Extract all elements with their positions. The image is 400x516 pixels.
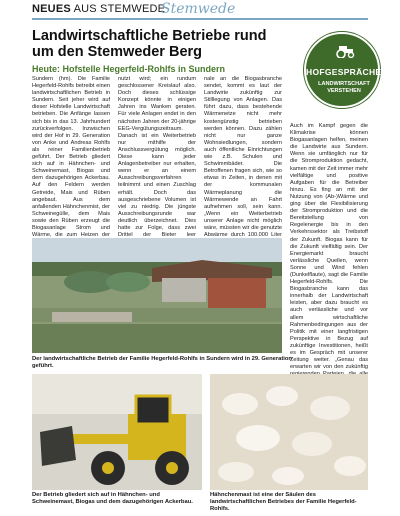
section-title-bold: NEUES — [32, 3, 71, 15]
section-title — [32, 3, 165, 15]
article-column-2: nutzt wird; ein rundum geschlossener Kreislauf also. Doch dieses schlüssige Konzept könnte in einigen Jahren ins Wanken geraten. Für viele Anlagen endet in den nächsten Jahren der 20-jährige EEG-Vergütungszeitraum. Danach ist ein Weiterbetrieb nur mithilfe der Anschlussvergütung möglich. Diese kann jeder Anlagenbetreiber nur erhalten, wenn er an einem Ausschreibungsverfahren teilnimmt und einen Zuschlag erhält. Doch das ausgeschriebene Volumen ist viel zu niedrig. Die jüngste Ausschreibungsrunde war deutlich überzeichnet. Dies hatte zur Folge, dass zwei Drittel der Bieter leer — [118, 76, 196, 239]
article-column-4: Auch im Kampf gegen die Klimakrise können Biogasanlagen helfen, meinen die Landwirte aus Sundern. Wenn sie umfänglich nur für die Stromproduktion gedacht, kamen mit der Zeit immer mehr vielfältige und positive Aufgaben für die Betreiber hinzu. Es fing an mit der Nutzung von (Ab-)Wärme und ging über die Flexibilisierung der Stromproduktion und die Bereitstellung von Regelenergie bis in den Verkehrssektor als Treibstoff der Zukunft. Biogas kann für die Zukunft vielfältig sein. Der Energiemarkt braucht verlässliche Quellen, wenn Sonne und Wind fehlen (Dunkelflaute), sagt die Familie Hegerfeld-Rohlfs. Die Biogasbranche kann das innerhalb der Landwirtschaft leisten, aber dazu braucht es auch verlässliche und vor allem wirtschaftliche Rahmenbedingungen aus der Politik mit einer langfristigen Perspektive in Bezug auf zukünftige Investitionen, heißt es im Gespräch mit unserer Zeitung weiter. „Genau das erwarten wir von den zukünftig — [290, 123, 368, 371]
tractor-icon — [332, 44, 356, 58]
article-column-1: Sundern (hm). Die Familie Hegerfeld-Rohlfs betreibt einen landwirtschaftlichen Betrieb in Sundern. Seit jeher wird auf dieser Hofstelle Landwirtschaft betrieben. Die Anfänge lassen sich bis in das 13. Jahrhundert zurückverfolgen. Inzwischen wird der Hof in 29. Generation von Anke und Andreas Rohlfs als reiner Familienbetrieb geführt. Der Betrieb gliedert sich auf in Hähnchen- und Schweinemast, Biogas und dem dazugehörigen Ackerbau. Auf den Feldern werden Getreide, Mais und Rüben angebaut. Aus dem anfallenden Hähnchenmist, der Schweinegülle, dem Mais sowie den Rüben erzeugt die Biogasanlage Strom und Wärme, die zum Heizen der — [32, 76, 110, 239]
photo-caption-chickens: Hähnchenmast ist eine der Säulen des landwirtschaftlichen Betriebes der Familie Hegerfeld-Rohlfs. — [210, 492, 357, 513]
photo-caption-main: Der landwirtschaftliche Betrieb der Familie Hegerfeld-Rohlfs in Sundern wird in 29. Generation geführt. — [32, 356, 292, 370]
article-subhead: Heute: Hofstelle Hegerfeld-Rohlfs in Sundern — [32, 64, 226, 74]
section-title-rest: AUS STEMWEDE — [73, 3, 166, 15]
stemwede-logo: Stemwede — [161, 1, 236, 17]
page-header — [0, 0, 400, 22]
article-column-3: nale an die Biogasbranche sendet, kommt es laut der Landwirte zukünftig zur Stilllegung von Anlagen. Das führt dazu, dass bestehende Wärmenetze nicht mehr kostengünstig betrieben werden können. Dazu zählen nicht nur ganze Wohnsiedlungen, sondern auch öffentliche Einrichtungen wie z.B. Schulen und Schwimmbäder. Die Betroffenen fragen sich, wie so etwas in Zeiten, in denen mit der kommunalen Wärmeplanung die Wärmewende an Fahrt aufnehmen soll, sein kann. „Wenn ein Weiterbetrieb unserer Anlage nicht möglich wäre, müssten wir die genutzte Abwärme durch 100.000 Liter — [204, 76, 282, 239]
badge-sub-label: LANDWIRTSCHAFT VERSTEHEN — [318, 81, 370, 94]
farm-aerial-photo — [32, 238, 282, 353]
header-divider — [32, 18, 368, 20]
badge-main-label: HOFGESPRÄCHE — [306, 67, 382, 77]
chickens-photo — [210, 374, 368, 490]
wheel-loader-photo — [32, 374, 202, 490]
article-headline: Landwirtschaftliche Betriebe rund um den Stemweder Berg — [32, 28, 267, 60]
hofgespraeche-badge — [304, 32, 380, 108]
photo-caption-loader: Der Betrieb gliedert sich auf in Hähnchen- und Schweinemast, Biogas und dem dazugehörigen Ackerbau. — [32, 492, 193, 506]
